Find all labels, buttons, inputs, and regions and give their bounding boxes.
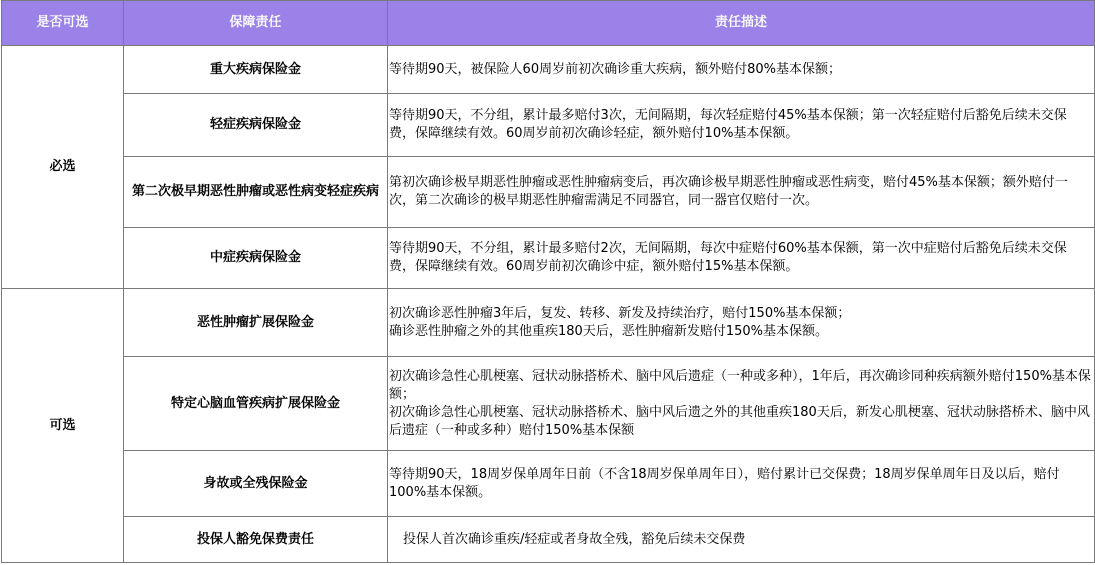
description-line: 初次确诊急性心肌梗塞、冠状动脉搭桥术、脑中风后遗之外的其他重疾180天后，新发心肌梗塞、冠状动脉搭桥术、脑中风后遗症（一种或多种）赔付150%基本保额 — [389, 404, 1090, 438]
coverage-description — [388, 94, 1095, 157]
header-coverage: 保障责任 — [124, 1, 388, 46]
description-line: 等待期90天，18周岁保单周年日前（不含18周岁保单周年日），赔付累计已交保费；18周岁保单周年日及以后，赔付100%基本保额。 — [389, 466, 1060, 500]
description-line: 确诊恶性肿瘤之外的其他重疾180天后，恶性肿瘤新发赔付150%基本保额。 — [389, 323, 828, 339]
table-row — [2, 357, 1095, 451]
coverage-description — [388, 228, 1095, 289]
header-optional: 是否可选 — [2, 1, 124, 46]
coverage-item: 恶性肿瘤扩展保险金 — [124, 289, 388, 357]
coverage-description — [388, 157, 1095, 228]
table-row — [2, 451, 1095, 517]
description-line: 等待期90天，不分组，累计最多赔付3次，无间隔期，每次轻症赔付45%基本保额；第一次轻症赔付后豁免后续未交保费，保障继续有效。60周岁前初次确诊轻症，额外赔付10%基本保额。 — [389, 108, 1067, 141]
coverage-item: 中症疾病保险金 — [124, 228, 388, 289]
description-line: 等待期90天，被保险人60周岁前初次确诊重大疾病，额外赔付80%基本保额； — [389, 61, 841, 77]
table-row — [2, 228, 1095, 289]
description-line: 初次确诊恶性肿瘤3年后，复发、转移、新发及持续治疗，赔付150%基本保额； — [389, 305, 851, 321]
coverage-item: 投保人豁免保费责任 — [124, 517, 388, 563]
header-row — [2, 1, 1095, 46]
table-row — [2, 289, 1095, 357]
group-label-optional: 可选 — [2, 289, 124, 563]
description-line: 第初次确诊极早期恶性肿瘤或恶性肿瘤病变后，再次确诊极早期恶性肿瘤或恶性病变，赔付45%基本保额；额外赔付一次，第二次确诊的极早期恶性肿瘤需满足不同器官，同一器官仅赔付一次。 — [389, 175, 1068, 208]
coverage-description — [388, 46, 1095, 94]
table-body — [2, 46, 1095, 563]
coverage-item: 身故或全残保险金 — [124, 451, 388, 517]
table-row — [2, 157, 1095, 228]
description-line: 初次确诊急性心肌梗塞、冠状动脉搭桥术、脑中风后遗症（一种或多种），1年后，再次确诊同种疾病额外赔付150%基本保额； — [389, 368, 1091, 402]
coverage-description — [388, 357, 1095, 451]
group-label-required: 必选 — [2, 46, 124, 289]
coverage-description — [388, 517, 1095, 563]
table-row — [2, 517, 1095, 563]
header-description: 责任描述 — [388, 1, 1095, 46]
coverage-item: 特定心脑血管疾病扩展保险金 — [124, 357, 388, 451]
coverage-description — [388, 451, 1095, 517]
table-row — [2, 46, 1095, 94]
coverage-item: 重大疾病保险金 — [124, 46, 388, 94]
description-line: 投保人首次确诊重疾/轻症或者身故全残，豁免后续未交保费 — [403, 531, 746, 547]
coverage-table — [1, 0, 1095, 563]
table-header — [2, 1, 1095, 46]
table-row — [2, 94, 1095, 157]
coverage-description — [388, 289, 1095, 357]
coverage-item: 轻症疾病保险金 — [124, 94, 388, 157]
coverage-item: 第二次极早期恶性肿瘤或恶性病变轻症疾病 — [124, 157, 388, 228]
description-line: 等待期90天，不分组，累计最多赔付2次，无间隔期，每次中症赔付60%基本保额，第一次中症赔付后豁免后续未交保费，保障继续有效。60周岁前初次确诊中症，额外赔付15%基本保额。 — [389, 241, 1067, 274]
